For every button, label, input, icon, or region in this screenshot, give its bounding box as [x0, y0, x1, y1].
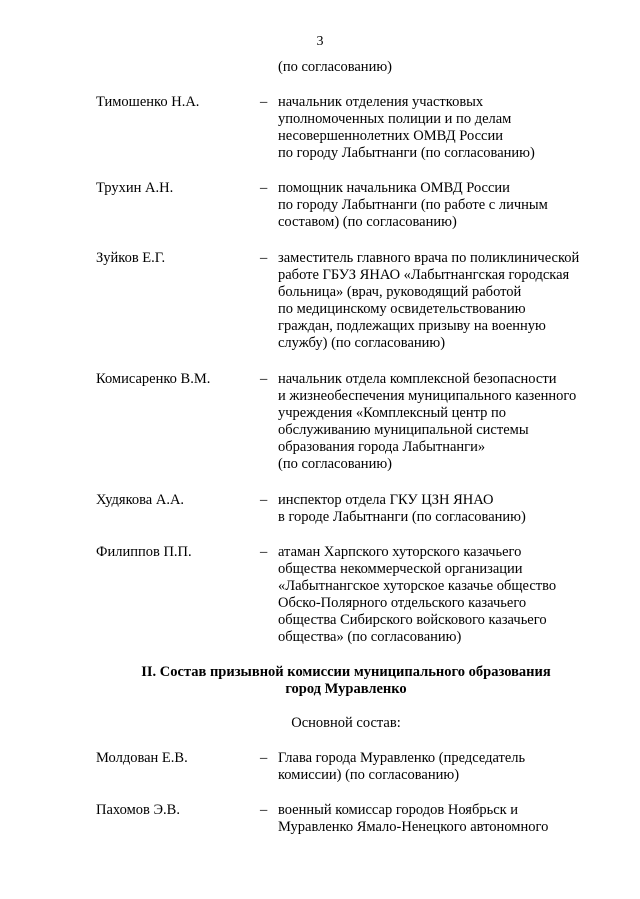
position-line: Обско-Полярного отдельского казачьего — [278, 595, 527, 611]
position-line: общества Сибирского войскового казачьего — [278, 612, 547, 628]
position-line: граждан, подлежащих призыву на военную — [278, 318, 546, 334]
position-line: начальник отдела комплексной безопасности — [278, 371, 557, 387]
position-line: (по согласованию) — [278, 456, 392, 472]
continuation-text: (по согласованию) — [278, 59, 392, 75]
dash-separator: – — [260, 250, 268, 266]
section-heading — [0, 664, 640, 698]
page-number: 3 — [316, 34, 324, 49]
dash-separator: – — [260, 802, 268, 818]
member-name: Трухин А.Н. — [96, 180, 174, 196]
position-line: комиссии) (по согласованию) — [278, 767, 460, 783]
member-name: Худякова А.А. — [96, 492, 185, 508]
member-position — [278, 750, 598, 784]
position-line: службу) (по согласованию) — [278, 335, 446, 351]
section-heading-line: II. Состав призывной комиссии муниципального образования — [141, 664, 551, 680]
dash-separator: – — [260, 544, 268, 560]
position-line: Муравленко Ямало-Ненецкого автономного — [278, 819, 549, 835]
position-line: военный комиссар городов Ноябрьск и — [278, 802, 519, 818]
member-name: Филиппов П.П. — [96, 544, 192, 560]
position-line: атаман Харпского хуторского казачьего — [278, 544, 522, 560]
dash-separator: – — [260, 492, 268, 508]
member-position — [278, 802, 598, 836]
member-position — [278, 544, 598, 646]
dash-separator: – — [260, 371, 268, 387]
position-line: Глава города Муравленко (председатель — [278, 750, 526, 766]
position-line: инспектор отдела ГКУ ЦЗН ЯНАО — [278, 492, 494, 508]
position-line: заместитель главного врача по поликлинической — [278, 250, 580, 266]
position-line: по городу Лабытнанги (по согласованию) — [278, 145, 535, 161]
position-line: больница» (врач, руководящий работой — [278, 284, 522, 300]
position-line: общества некоммерческой организации — [278, 561, 523, 577]
position-line: по медицинскому освидетельствованию — [278, 301, 526, 317]
position-line: уполномоченных полиции и по делам — [278, 111, 512, 127]
position-line: образования города Лабытнанги» — [278, 439, 486, 455]
member-name: Зуйков Е.Г. — [96, 250, 166, 266]
section-subheading: Основной состав: — [291, 715, 401, 731]
dash-separator: – — [260, 750, 268, 766]
position-line: по городу Лабытнанги (по работе с личным — [278, 197, 548, 213]
position-line: и жизнеобеспечения муниципального казенного — [278, 388, 577, 404]
member-position — [278, 492, 598, 526]
member-position — [278, 371, 598, 473]
position-line: в городе Лабытнанги (по согласованию) — [278, 509, 526, 525]
member-name: Тимошенко Н.А. — [96, 94, 200, 110]
member-position — [278, 94, 598, 162]
position-line: работе ГБУЗ ЯНАО «Лабытнангская городская — [278, 267, 570, 283]
dash-separator: – — [260, 94, 268, 110]
dash-separator: – — [260, 180, 268, 196]
member-position — [278, 250, 598, 352]
section-heading-line: город Муравленко — [285, 681, 407, 697]
position-line: помощник начальника ОМВД России — [278, 180, 510, 196]
position-line: «Лабытнангское хуторское казачье общество — [278, 578, 557, 594]
member-position — [278, 180, 598, 231]
position-line: несовершеннолетних ОМВД России — [278, 128, 503, 144]
position-line: общества» (по согласованию) — [278, 629, 462, 645]
member-name: Пахомов Э.В. — [96, 802, 180, 818]
position-line: учреждения «Комплексный центр по — [278, 405, 507, 421]
member-name: Комисаренко В.М. — [96, 371, 211, 387]
position-line: составом) (по согласованию) — [278, 214, 457, 230]
member-name: Молдован Е.В. — [96, 750, 188, 766]
position-line: начальник отделения участковых — [278, 94, 484, 110]
position-line: обслуживанию муниципальной системы — [278, 422, 529, 438]
